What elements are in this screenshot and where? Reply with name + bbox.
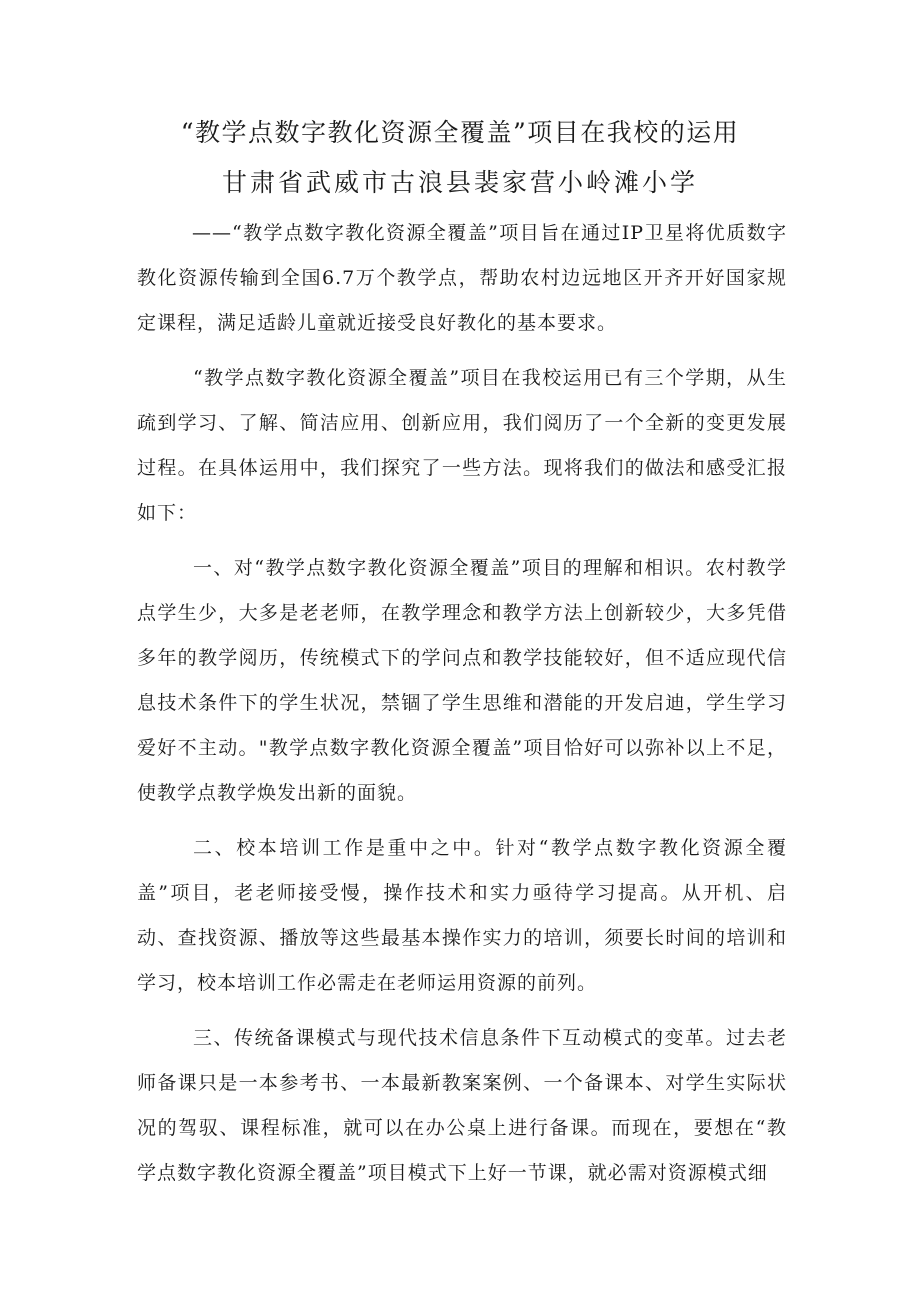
school-name-subtitle: 甘肃省武威市古浪县裴家营小岭滩小学 — [221, 168, 698, 197]
document-title: “教学点数字教化资源全覆盖”项目在我校的运用 — [180, 118, 740, 147]
paragraph-section-3: 三、传统备课模式与现代技术信息条件下互动模式的变革。过去老师备课只是一本参考书、一本最新教案案例、一个备课本、对学生实际状况的驾驭、课程标准，就可以在办公桌上进行备课。而现在，要想在“教学点数字教化资源全覆盖”项目模式下上好一节课，就必需对资源模式细 — [137, 1027, 787, 1184]
document-body — [137, 211, 787, 1196]
paragraph-section-2: 二、校本培训工作是重中之中。针对“教学点数字教化资源全覆盖”项目，老老师接受慢，操作技术和实力亟待学习提高。从开机、启动、查找资源、播放等这些最基本操作实力的培训，须要长时间的培训和学习，校本培训工作必需走在老师运用资源的前列。 — [137, 837, 787, 994]
intro-paragraph: ——“教学点数字教化资源全覆盖”项目旨在通过IP卫星将优质数字教化资源传输到全国6.7万个教学点，帮助农村边远地区开齐开好国家规定课程，满足适龄儿童就近接受良好教化的基本要求。 — [137, 222, 787, 334]
paragraph-overview: “教学点数字教化资源全覆盖”项目在我校运用已有三个学期，从生疏到学习、了解、简洁应用、创新应用，我们阅历了一个全新的变更发展过程。在具体运用中，我们探究了一些方法。现将我们的做法和感受汇报如下： — [137, 367, 787, 524]
paragraph-section-1: 一、对“教学点数字教化资源全覆盖”项目的理解和相识。农村教学点学生少，大多是老老师，在教学理念和教学方法上创新较少，大多凭借多年的教学阅历，传统模式下的学问点和教学技能较好，但不适应现代信息技术条件下的学生状况，禁锢了学生思维和潜能的开发启迪，学生学习爱好不主动。"教学点数字教化资源全覆盖”项目恰好可以弥补以上不足，使教学点教学焕发出新的面貌。 — [137, 557, 787, 804]
